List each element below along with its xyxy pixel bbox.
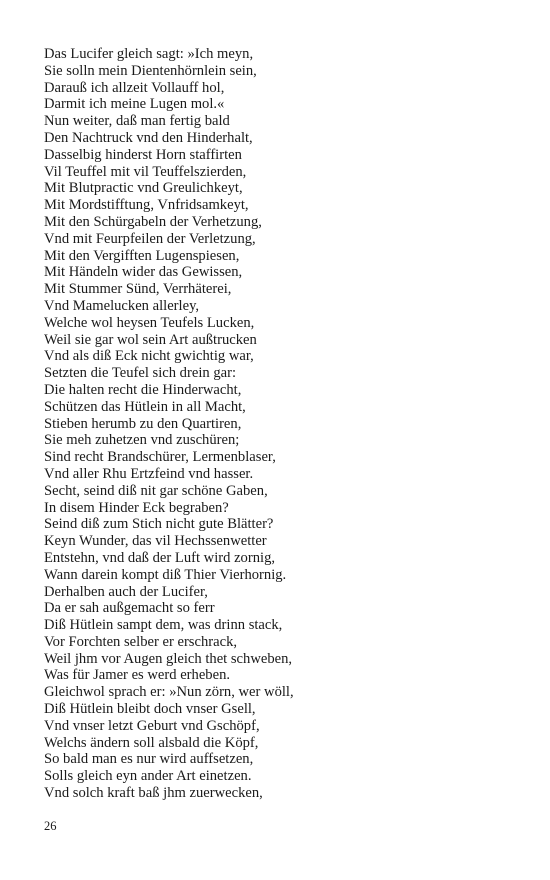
verse-line: Welchs ändern soll alsbald die Köpf, — [44, 734, 259, 751]
verse-line: Vnd aller Rhu Ertzfeind vnd hasser. — [44, 465, 254, 482]
verse-line: Gleichwol sprach er: »Nun zörn, wer wöll, — [44, 684, 294, 701]
verse-line: Stieben herumb zu den Quartiren, — [44, 415, 242, 432]
verse-line: Vnd mit Feurpfeilen der Verletzung, — [44, 230, 256, 247]
verse-line: Sie meh zuhetzen vnd zuschüren; — [44, 432, 240, 449]
verse-line: Setzten die Teufel sich drein gar: — [44, 365, 237, 382]
verse-line: Dasselbig hinderst Horn staffirten — [44, 146, 242, 163]
verse-line: In disem Hinder Eck begraben? — [44, 499, 229, 516]
poem-text-block — [44, 46, 524, 802]
verse-line: Mit Händeln wider das Gewissen, — [44, 264, 243, 281]
verse-line: Nun weiter, daß man fertig bald — [44, 113, 230, 130]
verse-line: Das Lucifer gleich sagt: »Ich meyn, — [44, 46, 254, 62]
verse-line: Den Nachtruck vnd den Hinderhalt, — [44, 129, 253, 146]
verse-line: Mit den Schürgabeln der Verhetzung, — [44, 213, 262, 230]
verse-line: Mit Stummer Sünd, Verrhäterei, — [44, 281, 232, 298]
verse-line: Was für Jamer es werd erheben. — [44, 667, 231, 684]
verse-line: Solls gleich eyn ander Art einetzen. — [44, 768, 252, 785]
verse-line: Sind recht Brandschürer, Lermenblaser, — [44, 449, 276, 466]
verse-line: Da er sah außgemacht so ferr — [44, 600, 215, 617]
verse-line: So bald man es nur wird auffsetzen, — [44, 751, 254, 768]
page-number: 26 — [44, 819, 57, 833]
verse-line: Diß Hütlein sampt dem, was drinn stack, — [44, 617, 283, 634]
verse-line: Mit den Vergifften Lugenspiesen, — [44, 247, 240, 264]
verse-line: Vil Teuffel mit vil Teuffelszierden, — [44, 163, 247, 180]
verse-line: Weil jhm vor Augen gleich thet schweben, — [44, 650, 293, 667]
verse-line: Wann darein kompt diß Thier Vierhornig. — [44, 566, 287, 583]
verse-line: Entstehn, vnd daß der Luft wird zornig, — [44, 549, 276, 566]
verse-line: Mit Mordstifftung, Vnfridsamkeyt, — [44, 197, 249, 214]
verse-line: Vnd vnser letzt Geburt vnd Gschöpf, — [44, 717, 260, 734]
verse-line: Keyn Wunder, das vil Hechssenwetter — [44, 533, 267, 550]
verse-line: Vnd Mamelucken allerley, — [44, 297, 200, 314]
verse-line: Diß Hütlein bleibt doch vnser Gsell, — [44, 701, 256, 718]
verse-line: Die halten recht die Hinderwacht, — [44, 381, 242, 398]
verse-line: Darmit ich meine Lugen mol.« — [44, 96, 225, 113]
verse-line: Secht, seind diß nit gar schöne Gaben, — [44, 482, 268, 499]
verse-line: Darauß ich allzeit Vollauff hol, — [44, 79, 225, 96]
verse-line: Welche wol heysen Teufels Lucken, — [44, 314, 255, 331]
verse-line: Sie solln mein Dientenhörnlein sein, — [44, 62, 257, 79]
verse-line: Schützen das Hütlein in all Macht, — [44, 398, 246, 415]
verse-line: Weil sie gar wol sein Art außtrucken — [44, 331, 257, 348]
verse-line: Vor Forchten selber er erschrack, — [44, 633, 238, 650]
verse-line: Mit Blutpractic vnd Greulichkeyt, — [44, 180, 243, 197]
verse-line: Seind diß zum Stich nicht gute Blätter? — [44, 516, 274, 533]
verse-line: Derhalben auch der Lucifer, — [44, 583, 208, 600]
verse-line: Vnd als diß Eck nicht gwichtig war, — [44, 348, 254, 365]
verse-line: Vnd solch kraft baß jhm zuerwecken, — [44, 785, 263, 802]
